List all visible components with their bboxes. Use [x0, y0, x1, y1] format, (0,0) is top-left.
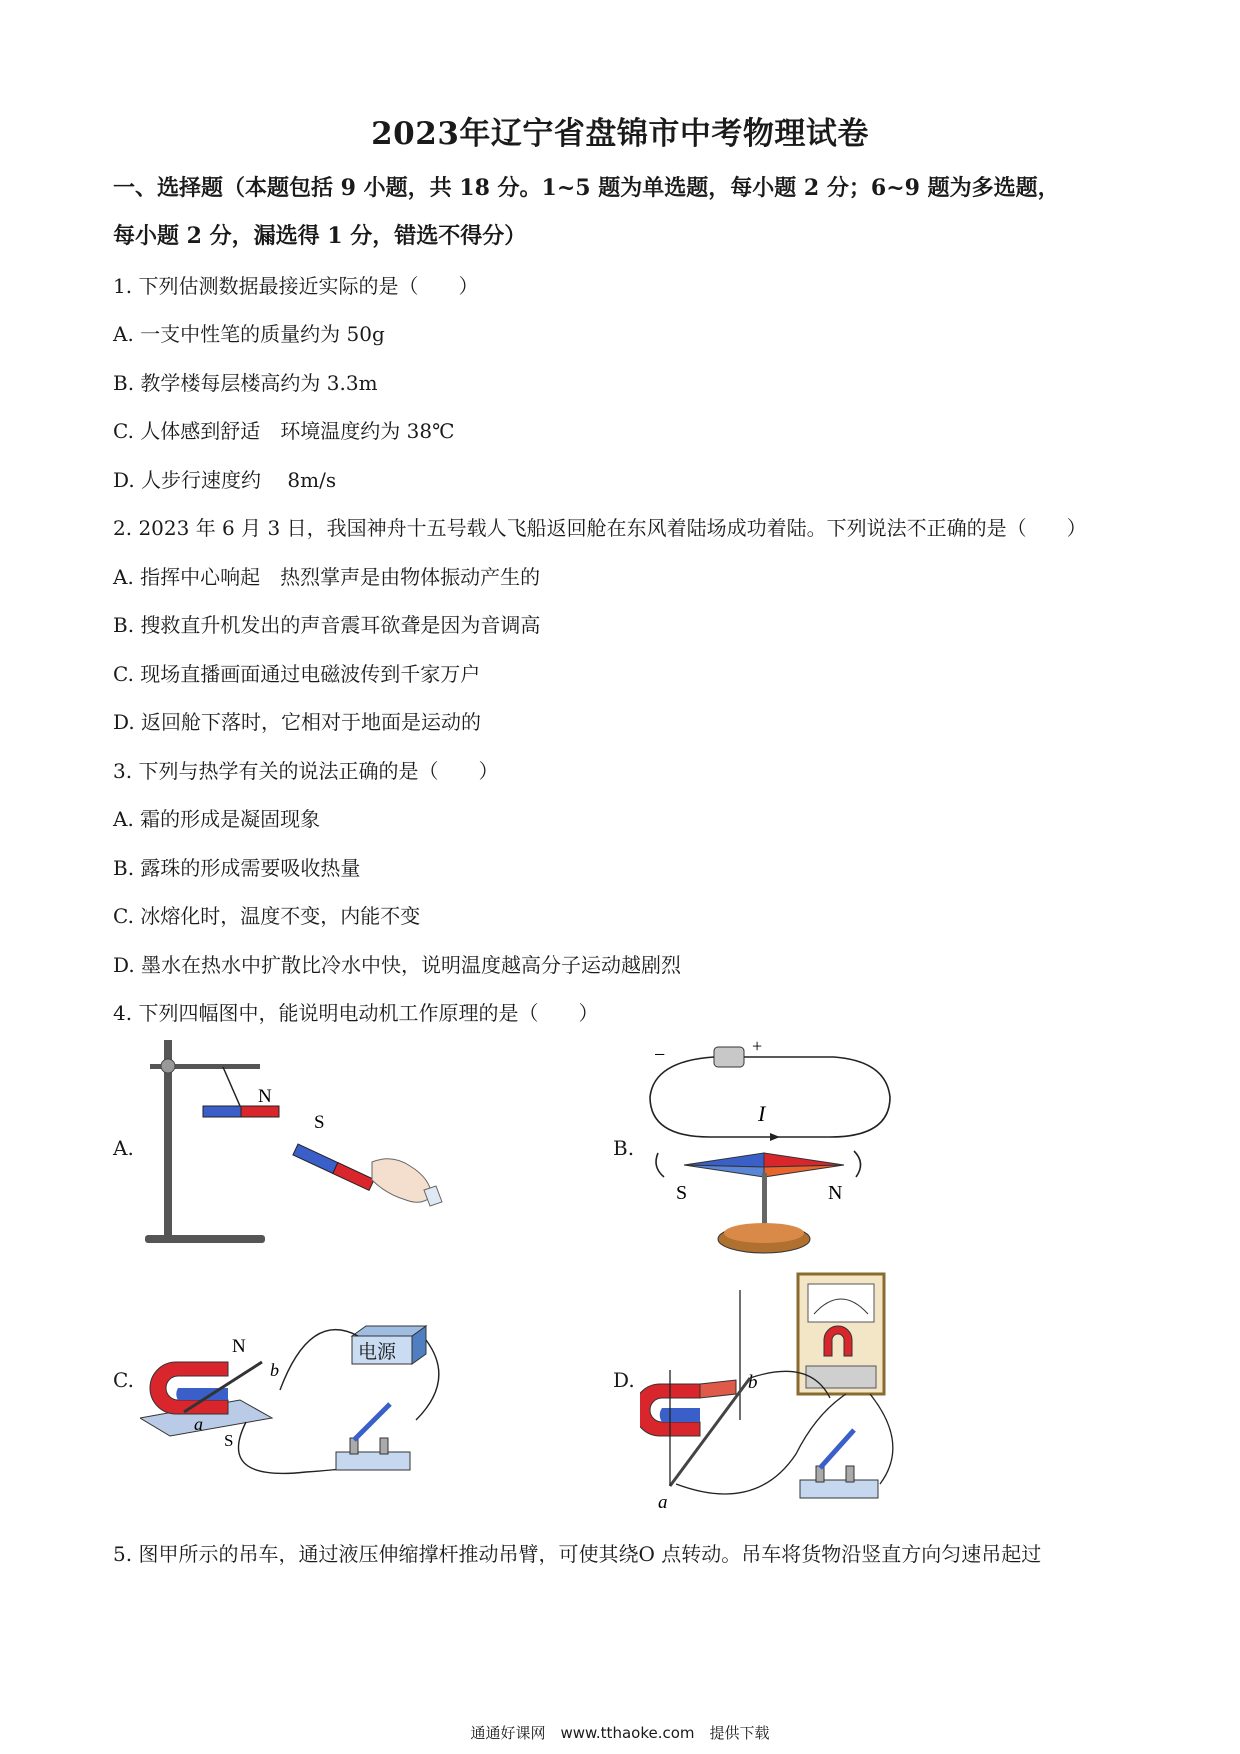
figure-d-label: D. [613, 1368, 635, 1392]
figure-c-n-label: N [232, 1336, 246, 1357]
question-2-option-a: A. 指挥中心响起 热烈掌声是由物体振动产生的 [113, 565, 541, 589]
question-1-option-b: B. 教学楼每层楼高约为 3.3m [113, 371, 378, 395]
figure-c-a-label: a [194, 1414, 203, 1434]
figure-d-a-label: a [658, 1492, 668, 1513]
question-1-option-c: C. 人体感到舒适 环境温度约为 38℃ [113, 419, 455, 443]
figure-b-compass-circuit [640, 1035, 900, 1260]
question-3-option-d: D. 墨水在热水中扩散比冷水中快，说明温度越高分子运动越剧烈 [113, 953, 682, 977]
figure-c-label: C. [113, 1368, 134, 1392]
figure-c-s-label: S [224, 1431, 234, 1450]
figure-c-power-label: 电源 [358, 1342, 397, 1363]
page-footer: 通通好课网 www.tthaoke.com 提供下载 [470, 1724, 770, 1742]
question-5-stem: 5. 图甲所示的吊车，通过液压伸缩撑杆推动吊臂，可使其绕O 点转动。吊车将货物沿竖直方向匀速吊起过 [113, 1542, 1042, 1566]
figure-a-n-label: N [258, 1086, 272, 1107]
figure-d-b-label: b [748, 1372, 758, 1393]
question-2-option-d: D. 返回舱下落时，它相对于地面是运动的 [113, 710, 482, 734]
figure-b-plus-label: + [752, 1036, 763, 1056]
figure-b-minus-label: − [654, 1044, 666, 1066]
question-2-stem: 2. 2023 年 6 月 3 日，我国神舟十五号载人飞船返回舱在东风着陆场成功着陆。下列说法不正确的是（ ） [113, 516, 1087, 540]
figure-a-label: A. [113, 1136, 134, 1160]
question-2-option-c: C. 现场直播画面通过电磁波传到千家万户 [113, 662, 481, 686]
figure-a-s-label: S [314, 1112, 325, 1133]
question-3-stem: 3. 下列与热学有关的说法正确的是（ ） [113, 759, 499, 783]
question-3-option-a: A. 霜的形成是凝固现象 [113, 807, 321, 831]
figure-d-generator-circuit [640, 1270, 910, 1515]
question-3-option-b: B. 露珠的形成需要吸收热量 [113, 856, 361, 880]
section-heading-line-1: 一、选择题（本题包括 9 小题，共 18 分。1~5 题为单选题，每小题 2 分；6~9 题为多选题， [113, 175, 1060, 201]
question-1-option-a: A. 一支中性笔的质量约为 50g [113, 322, 385, 346]
page-title: 2023年辽宁省盘锦市中考物理试卷 [371, 116, 869, 152]
figure-a-magnet-stand [140, 1040, 460, 1250]
figure-b-s-label: S [676, 1182, 688, 1204]
figure-c-motor-circuit [140, 1300, 460, 1485]
section-heading-line-2: 每小题 2 分，漏选得 1 分，错选不得分） [113, 223, 527, 249]
figure-b-n-label: N [828, 1182, 843, 1204]
figure-b-label: B. [613, 1136, 635, 1160]
question-1-stem: 1. 下列估测数据最接近实际的是（ ） [113, 274, 479, 298]
question-2-option-b: B. 搜救直升机发出的声音震耳欲聋是因为音调高 [113, 613, 541, 637]
figure-c-b-label: b [270, 1360, 279, 1380]
question-3-option-c: C. 冰熔化时，温度不变，内能不变 [113, 904, 421, 928]
question-4-stem: 4. 下列四幅图中，能说明电动机工作原理的是（ ） [113, 1001, 599, 1025]
question-1-option-d: D. 人步行速度约 8m/s [113, 468, 337, 492]
figure-b-current-label: I [758, 1101, 766, 1126]
